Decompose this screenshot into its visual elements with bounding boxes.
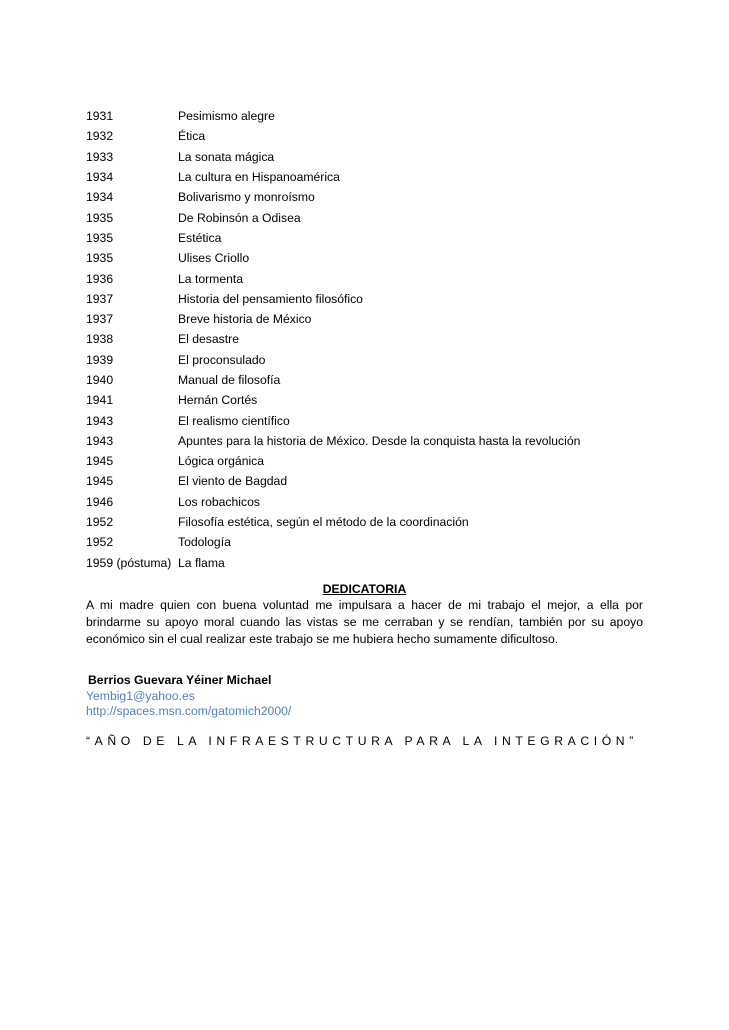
table-row <box>86 289 580 309</box>
work-year: 1943 <box>86 433 114 448</box>
work-title: Ulises Criollo <box>178 251 250 266</box>
motto-text: “AÑO DE LA INFRAESTRUCTURA PARA LA INTEGRACIÓN” <box>86 734 638 748</box>
work-year: 1952 <box>86 515 114 530</box>
work-year: 1959 (póstuma) <box>86 555 172 570</box>
table-row <box>86 532 580 552</box>
table-row <box>86 512 580 532</box>
work-title: Estética <box>178 230 222 245</box>
work-title: Ética <box>178 129 206 144</box>
author-name: Berrios Guevara Yéiner Michael <box>88 673 272 687</box>
work-title: Apuntes para la historia de México. Desde la conquista hasta la revolución <box>178 433 581 448</box>
work-title: La flama <box>178 555 225 570</box>
work-title: De Robinsón a Odisea <box>178 210 301 225</box>
work-title: La sonata mágica <box>178 149 275 164</box>
work-year: 1935 <box>86 251 114 266</box>
work-title: Pesimismo alegre <box>178 109 275 124</box>
work-year: 1932 <box>86 129 114 144</box>
work-year: 1952 <box>86 535 114 550</box>
work-year: 1935 <box>86 230 114 245</box>
work-title: Los robachicos <box>178 494 260 509</box>
table-row <box>86 390 580 410</box>
work-title: La cultura en Hispanoamérica <box>178 170 340 185</box>
work-title: El desastre <box>178 332 239 347</box>
work-year: 1931 <box>86 109 114 124</box>
table-row <box>86 228 580 248</box>
work-title: Filosofía estética, según el método de la coordinación <box>178 515 469 530</box>
work-year: 1936 <box>86 271 114 286</box>
table-row <box>86 410 580 430</box>
work-year: 1934 <box>86 190 114 205</box>
work-year: 1945 <box>86 454 114 469</box>
table-row <box>86 309 580 329</box>
dedication-body: A mi madre quien con buena voluntad me impulsara a hacer de mi trabajo el mejor, a ella por brindarme su apoyo moral cuando las vistas se me cerraban y se rendían, también por su apoyo económico sin el cual realizar este trabajo se me hubiera hecho sumamente dificultoso. <box>86 598 643 646</box>
work-year: 1940 <box>86 373 114 387</box>
works-table <box>86 106 580 573</box>
table-row <box>86 106 580 126</box>
table-row <box>86 329 580 349</box>
work-title: Todología <box>178 535 231 550</box>
table-row <box>86 451 580 471</box>
work-title: Hernán Cortés <box>178 393 258 408</box>
work-title: Manual de filosofía <box>178 373 281 387</box>
work-year: 1937 <box>86 291 114 306</box>
work-year: 1933 <box>86 149 114 164</box>
work-title: El realismo científico <box>178 413 290 428</box>
work-year: 1938 <box>86 332 114 347</box>
table-row <box>86 126 580 146</box>
work-year: 1937 <box>86 312 114 327</box>
work-title: Bolivarismo y monroísmo <box>178 190 315 205</box>
work-title: Breve historia de México <box>178 312 312 327</box>
work-title: La tormenta <box>178 271 244 286</box>
table-row <box>86 553 580 573</box>
table-row <box>86 350 580 370</box>
table-row <box>86 187 580 207</box>
work-year: 1935 <box>86 210 114 225</box>
work-year: 1939 <box>86 352 114 367</box>
table-row <box>86 207 580 227</box>
table-row <box>86 167 580 187</box>
work-title: Historia del pensamiento filosófico <box>178 291 363 306</box>
table-row <box>86 471 580 491</box>
table-row <box>86 147 580 167</box>
work-year: 1943 <box>86 413 114 428</box>
work-year: 1941 <box>86 393 114 408</box>
work-year: 1934 <box>86 170 114 185</box>
dedication-heading: DEDICATORIA <box>322 582 407 596</box>
work-title: Lógica orgánica <box>178 454 265 469</box>
table-row <box>86 370 580 390</box>
table-row <box>86 431 580 451</box>
table-row <box>86 492 580 512</box>
author-email-link[interactable]: Yembig1@yahoo.es <box>86 689 195 703</box>
author-website-link[interactable]: http://spaces.msn.com/gatomich2000/ <box>86 704 292 718</box>
work-title: El proconsulado <box>178 352 266 367</box>
works-table-body <box>86 106 580 573</box>
table-row <box>86 268 580 288</box>
work-year: 1946 <box>86 494 114 509</box>
table-row <box>86 248 580 268</box>
work-year: 1945 <box>86 474 114 489</box>
work-title: El viento de Bagdad <box>178 474 288 489</box>
